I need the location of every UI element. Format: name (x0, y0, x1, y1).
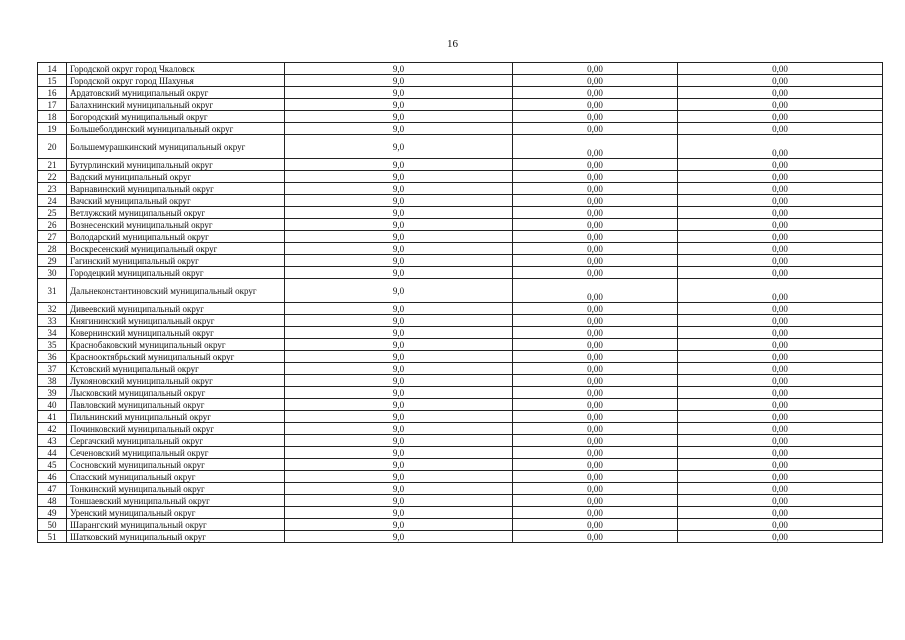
value-2-cell: 0,00 (513, 459, 678, 471)
table-row (38, 99, 883, 111)
value-3-cell: 0,00 (678, 363, 883, 375)
table-row (38, 183, 883, 195)
value-3-cell: 0,00 (678, 399, 883, 411)
table-row (38, 483, 883, 495)
value-3-cell: 0,00 (678, 387, 883, 399)
value-3-cell: 0,00 (678, 459, 883, 471)
value-2-cell: 0,00 (513, 63, 678, 75)
row-number-cell: 39 (38, 387, 67, 399)
value-1-cell: 9,0 (285, 195, 513, 207)
row-number-cell: 43 (38, 435, 67, 447)
value-1-cell: 9,0 (285, 435, 513, 447)
row-number-cell: 14 (38, 63, 67, 75)
table-row (38, 447, 883, 459)
value-3-cell: 0,00 (678, 135, 883, 159)
row-number-cell: 47 (38, 483, 67, 495)
row-number-cell: 27 (38, 231, 67, 243)
value-1-cell: 9,0 (285, 351, 513, 363)
municipality-name-cell: Сосновский муниципальный округ (67, 459, 285, 471)
row-number-cell: 21 (38, 159, 67, 171)
table-row (38, 171, 883, 183)
value-1-cell: 9,0 (285, 507, 513, 519)
value-1-cell: 9,0 (285, 387, 513, 399)
table-row (38, 87, 883, 99)
row-number-cell: 18 (38, 111, 67, 123)
value-2-cell: 0,00 (513, 231, 678, 243)
table-row (38, 207, 883, 219)
value-3-cell: 0,00 (678, 99, 883, 111)
municipality-name-cell: Лукояновский муниципальный округ (67, 375, 285, 387)
value-3-cell: 0,00 (678, 375, 883, 387)
value-1-cell: 9,0 (285, 411, 513, 423)
value-3-cell: 0,00 (678, 123, 883, 135)
row-number-cell: 42 (38, 423, 67, 435)
value-2-cell: 0,00 (513, 111, 678, 123)
municipality-name-cell: Городецкий муниципальный округ (67, 267, 285, 279)
table-row (38, 195, 883, 207)
value-3-cell: 0,00 (678, 339, 883, 351)
table-row (38, 435, 883, 447)
value-3-cell: 0,00 (678, 315, 883, 327)
row-number-cell: 32 (38, 303, 67, 315)
table-row (38, 351, 883, 363)
municipal-table (37, 62, 883, 543)
value-2-cell: 0,00 (513, 279, 678, 303)
value-3-cell: 0,00 (678, 255, 883, 267)
row-number-cell: 37 (38, 363, 67, 375)
value-2-cell: 0,00 (513, 519, 678, 531)
row-number-cell: 36 (38, 351, 67, 363)
value-2-cell: 0,00 (513, 243, 678, 255)
municipality-name-cell: Балахнинский муниципальный округ (67, 99, 285, 111)
value-2-cell: 0,00 (513, 339, 678, 351)
row-number-cell: 23 (38, 183, 67, 195)
row-number-cell: 20 (38, 135, 67, 159)
value-1-cell: 9,0 (285, 447, 513, 459)
municipality-name-cell: Вознесенский муниципальный округ (67, 219, 285, 231)
municipality-name-cell: Дальнеконстантиновский муниципальный округ (67, 279, 285, 303)
row-number-cell: 49 (38, 507, 67, 519)
table-row (38, 495, 883, 507)
row-number-cell: 44 (38, 447, 67, 459)
value-1-cell: 9,0 (285, 279, 513, 303)
value-3-cell: 0,00 (678, 183, 883, 195)
municipality-name-cell: Большеболдинский муниципальный округ (67, 123, 285, 135)
row-number-cell: 33 (38, 315, 67, 327)
value-3-cell: 0,00 (678, 447, 883, 459)
value-1-cell: 9,0 (285, 183, 513, 195)
row-number-cell: 41 (38, 411, 67, 423)
municipality-name-cell: Сеченовский муниципальный округ (67, 447, 285, 459)
value-3-cell: 0,00 (678, 243, 883, 255)
municipality-name-cell: Починковский муниципальный округ (67, 423, 285, 435)
value-2-cell: 0,00 (513, 531, 678, 543)
table-row (38, 279, 883, 303)
row-number-cell: 15 (38, 75, 67, 87)
row-number-cell: 46 (38, 471, 67, 483)
value-2-cell: 0,00 (513, 87, 678, 99)
value-3-cell: 0,00 (678, 171, 883, 183)
municipality-name-cell: Шарангский муниципальный округ (67, 519, 285, 531)
municipality-name-cell: Тонкинский муниципальный округ (67, 483, 285, 495)
value-1-cell: 9,0 (285, 75, 513, 87)
value-3-cell: 0,00 (678, 423, 883, 435)
municipality-name-cell: Варнавинский муниципальный округ (67, 183, 285, 195)
municipality-name-cell: Бутурлинский муниципальный округ (67, 159, 285, 171)
value-2-cell: 0,00 (513, 183, 678, 195)
row-number-cell: 25 (38, 207, 67, 219)
value-1-cell: 9,0 (285, 135, 513, 159)
value-2-cell: 0,00 (513, 159, 678, 171)
value-1-cell: 9,0 (285, 423, 513, 435)
municipality-name-cell: Большемурашкинский муниципальный округ (67, 135, 285, 159)
value-3-cell: 0,00 (678, 87, 883, 99)
value-2-cell: 0,00 (513, 447, 678, 459)
municipality-name-cell: Спасский муниципальный округ (67, 471, 285, 483)
row-number-cell: 22 (38, 171, 67, 183)
row-number-cell: 50 (38, 519, 67, 531)
row-number-cell: 48 (38, 495, 67, 507)
value-3-cell: 0,00 (678, 411, 883, 423)
value-2-cell: 0,00 (513, 327, 678, 339)
value-3-cell: 0,00 (678, 195, 883, 207)
table-row (38, 471, 883, 483)
value-3-cell: 0,00 (678, 327, 883, 339)
table-row (38, 63, 883, 75)
value-1-cell: 9,0 (285, 87, 513, 99)
value-3-cell: 0,00 (678, 531, 883, 543)
municipality-name-cell: Гагинский муниципальный округ (67, 255, 285, 267)
value-3-cell: 0,00 (678, 219, 883, 231)
value-2-cell: 0,00 (513, 363, 678, 375)
municipality-name-cell: Тоншаевский муниципальный округ (67, 495, 285, 507)
value-2-cell: 0,00 (513, 315, 678, 327)
municipality-name-cell: Уренский муниципальный округ (67, 507, 285, 519)
municipality-name-cell: Ветлужский муниципальный округ (67, 207, 285, 219)
table-row (38, 75, 883, 87)
value-2-cell: 0,00 (513, 411, 678, 423)
value-3-cell: 0,00 (678, 75, 883, 87)
value-1-cell: 9,0 (285, 123, 513, 135)
table-row (38, 255, 883, 267)
row-number-cell: 29 (38, 255, 67, 267)
table-row (38, 531, 883, 543)
table-row (38, 111, 883, 123)
row-number-cell: 16 (38, 87, 67, 99)
value-2-cell: 0,00 (513, 195, 678, 207)
municipality-name-cell: Богородский муниципальный округ (67, 111, 285, 123)
value-1-cell: 9,0 (285, 495, 513, 507)
municipality-name-cell: Вачский муниципальный округ (67, 195, 285, 207)
value-1-cell: 9,0 (285, 459, 513, 471)
value-3-cell: 0,00 (678, 63, 883, 75)
value-1-cell: 9,0 (285, 99, 513, 111)
value-2-cell: 0,00 (513, 387, 678, 399)
value-1-cell: 9,0 (285, 63, 513, 75)
value-3-cell: 0,00 (678, 351, 883, 363)
municipality-name-cell: Сергачский муниципальный округ (67, 435, 285, 447)
value-2-cell: 0,00 (513, 399, 678, 411)
value-2-cell: 0,00 (513, 423, 678, 435)
value-2-cell: 0,00 (513, 495, 678, 507)
value-3-cell: 0,00 (678, 519, 883, 531)
value-3-cell: 0,00 (678, 507, 883, 519)
table-row (38, 231, 883, 243)
table-row (38, 375, 883, 387)
value-3-cell: 0,00 (678, 471, 883, 483)
value-2-cell: 0,00 (513, 375, 678, 387)
municipality-name-cell: Павловский муниципальный округ (67, 399, 285, 411)
table-row (38, 387, 883, 399)
municipality-name-cell: Краснобаковский муниципальный округ (67, 339, 285, 351)
value-2-cell: 0,00 (513, 507, 678, 519)
row-number-cell: 31 (38, 279, 67, 303)
value-3-cell: 0,00 (678, 483, 883, 495)
value-3-cell: 0,00 (678, 207, 883, 219)
value-3-cell: 0,00 (678, 111, 883, 123)
value-2-cell: 0,00 (513, 207, 678, 219)
table-row (38, 219, 883, 231)
table-row (38, 159, 883, 171)
row-number-cell: 34 (38, 327, 67, 339)
table-row (38, 339, 883, 351)
value-1-cell: 9,0 (285, 243, 513, 255)
value-2-cell: 0,00 (513, 471, 678, 483)
municipality-name-cell: Лысковский муниципальный округ (67, 387, 285, 399)
value-1-cell: 9,0 (285, 267, 513, 279)
value-1-cell: 9,0 (285, 519, 513, 531)
value-1-cell: 9,0 (285, 219, 513, 231)
value-1-cell: 9,0 (285, 327, 513, 339)
municipality-name-cell: Володарский муниципальный округ (67, 231, 285, 243)
value-1-cell: 9,0 (285, 159, 513, 171)
municipality-name-cell: Пильнинский муниципальный округ (67, 411, 285, 423)
value-2-cell: 0,00 (513, 99, 678, 111)
value-1-cell: 9,0 (285, 315, 513, 327)
value-3-cell: 0,00 (678, 303, 883, 315)
table-row (38, 243, 883, 255)
value-2-cell: 0,00 (513, 483, 678, 495)
row-number-cell: 40 (38, 399, 67, 411)
value-1-cell: 9,0 (285, 531, 513, 543)
table-row (38, 507, 883, 519)
value-2-cell: 0,00 (513, 255, 678, 267)
table-row (38, 327, 883, 339)
value-3-cell: 0,00 (678, 279, 883, 303)
value-2-cell: 0,00 (513, 135, 678, 159)
value-2-cell: 0,00 (513, 75, 678, 87)
table-row (38, 363, 883, 375)
value-2-cell: 0,00 (513, 351, 678, 363)
value-3-cell: 0,00 (678, 435, 883, 447)
table-row (38, 399, 883, 411)
value-1-cell: 9,0 (285, 111, 513, 123)
value-1-cell: 9,0 (285, 375, 513, 387)
row-number-cell: 35 (38, 339, 67, 351)
value-1-cell: 9,0 (285, 207, 513, 219)
municipality-name-cell: Шатковский муниципальный округ (67, 531, 285, 543)
value-3-cell: 0,00 (678, 231, 883, 243)
row-number-cell: 26 (38, 219, 67, 231)
table-body (38, 63, 883, 543)
municipality-name-cell: Краснооктябрьский муниципальный округ (67, 351, 285, 363)
value-1-cell: 9,0 (285, 339, 513, 351)
value-1-cell: 9,0 (285, 471, 513, 483)
table-row (38, 411, 883, 423)
value-3-cell: 0,00 (678, 159, 883, 171)
page-number: 16 (447, 38, 458, 50)
table-row (38, 423, 883, 435)
value-2-cell: 0,00 (513, 219, 678, 231)
municipality-name-cell: Вадский муниципальный округ (67, 171, 285, 183)
municipality-name-cell: Дивеевский муниципальный округ (67, 303, 285, 315)
table-row (38, 123, 883, 135)
value-1-cell: 9,0 (285, 255, 513, 267)
row-number-cell: 51 (38, 531, 67, 543)
municipality-name-cell: Кстовский муниципальный округ (67, 363, 285, 375)
table-row (38, 315, 883, 327)
value-2-cell: 0,00 (513, 171, 678, 183)
value-1-cell: 9,0 (285, 399, 513, 411)
row-number-cell: 24 (38, 195, 67, 207)
value-2-cell: 0,00 (513, 267, 678, 279)
value-1-cell: 9,0 (285, 363, 513, 375)
row-number-cell: 30 (38, 267, 67, 279)
row-number-cell: 28 (38, 243, 67, 255)
row-number-cell: 19 (38, 123, 67, 135)
municipality-name-cell: Городской округ город Шахунья (67, 75, 285, 87)
municipality-name-cell: Княгининский муниципальный округ (67, 315, 285, 327)
value-2-cell: 0,00 (513, 123, 678, 135)
municipality-name-cell: Ковернинский муниципальный округ (67, 327, 285, 339)
row-number-cell: 17 (38, 99, 67, 111)
row-number-cell: 38 (38, 375, 67, 387)
value-1-cell: 9,0 (285, 483, 513, 495)
value-1-cell: 9,0 (285, 171, 513, 183)
value-1-cell: 9,0 (285, 231, 513, 243)
municipality-name-cell: Городской округ город Чкаловск (67, 63, 285, 75)
table-row (38, 303, 883, 315)
table-row (38, 267, 883, 279)
table-row (38, 135, 883, 159)
row-number-cell: 45 (38, 459, 67, 471)
municipality-name-cell: Воскресенский муниципальный округ (67, 243, 285, 255)
value-1-cell: 9,0 (285, 303, 513, 315)
table-row (38, 519, 883, 531)
municipality-name-cell: Ардатовский муниципальный округ (67, 87, 285, 99)
value-2-cell: 0,00 (513, 435, 678, 447)
value-2-cell: 0,00 (513, 303, 678, 315)
value-3-cell: 0,00 (678, 267, 883, 279)
table-row (38, 459, 883, 471)
value-3-cell: 0,00 (678, 495, 883, 507)
